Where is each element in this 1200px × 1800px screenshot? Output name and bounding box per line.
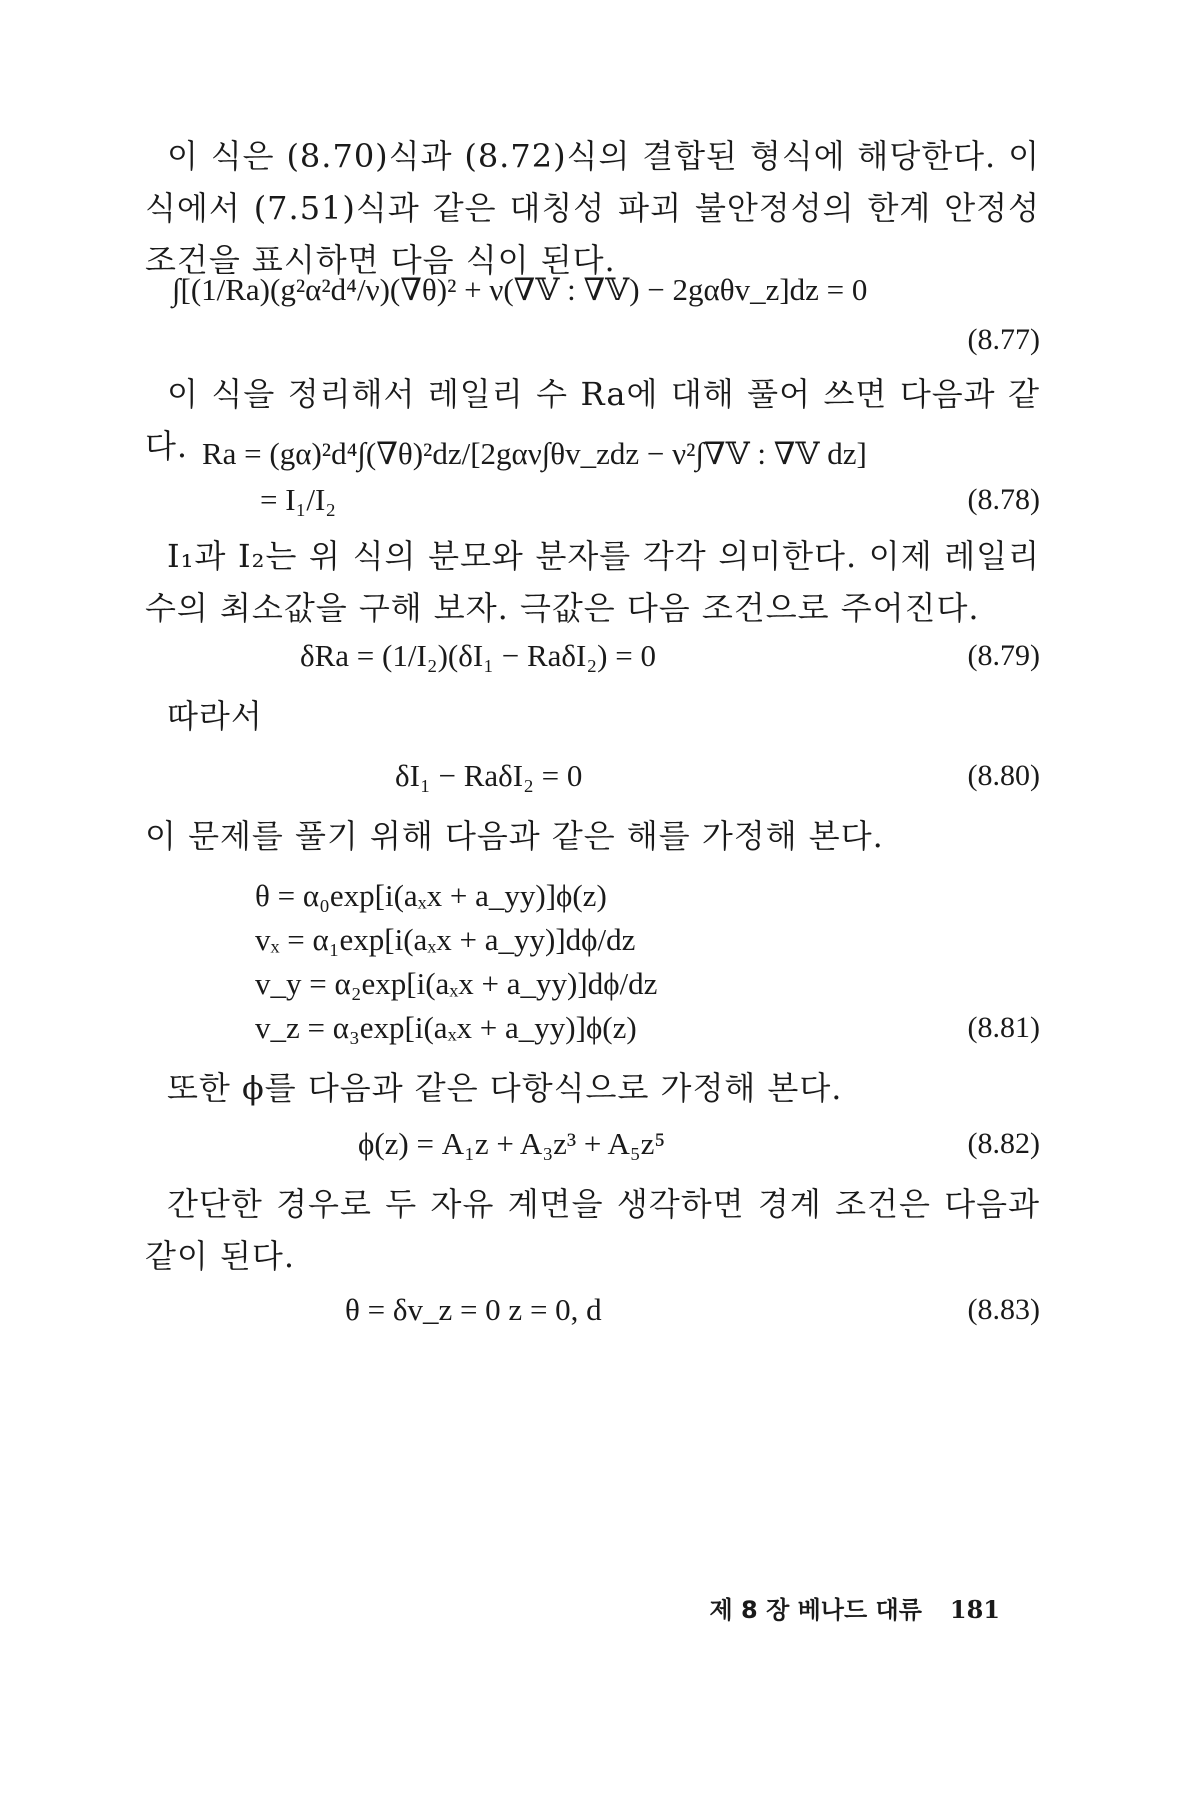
equation-number-8-81: (8.81) [967, 1011, 1040, 1044]
equation-8-78-line1: Ra = (gα)²d⁴∫(∇θ)²dz/[2gαν∫θv_zdz − ν²∫∇𝕍 : ∇𝕍 dz] [202, 436, 867, 471]
paragraph-minimum: I₁과 I₂는 위 식의 분모와 분자를 각각 의미한다. 이제 레일리 수의 최소값을 구해 보자. 극값은 다음 조건으로 주어진다. [145, 537, 1052, 627]
equation-number-8-82: (8.82) [967, 1127, 1040, 1160]
equation-8-81-line1: θ = α₀exp[i(aₓx + a_yy)]ϕ(z) [255, 878, 607, 913]
equation-8-81-line3: v_y = α₂exp[i(aₓx + a_yy)]dϕ/dz [255, 966, 658, 1001]
paragraph-assume-solution: 이 문제를 풀기 위해 다음과 같은 해를 가정해 본다. [145, 817, 884, 855]
equation-8-82: ϕ(z) = A₁z + A₃z³ + A₅z⁵ [358, 1126, 666, 1161]
paragraph-polynomial: 또한 ϕ를 다음과 같은 다항식으로 가정해 본다. [167, 1069, 843, 1107]
paragraph-intro: 이 식은 (8.70)식과 (8.72)식의 결합된 형식에 해당한다. 이 식에서 (7.51)식과 같은 대칭성 파괴 불안정성의 한계 안정성 조건을 표시하면 다음 식이 된다. [145, 137, 1052, 279]
page-number: 181 [949, 1595, 1000, 1624]
equation-8-81-line2: vₓ = α₁exp[i(aₓx + a_yy)]dϕ/dz [255, 922, 636, 957]
equation-8-81-line4: v_z = α₃exp[i(aₓx + a_yy)]ϕ(z) [255, 1010, 637, 1045]
equation-number-8-78: (8.78) [967, 483, 1040, 516]
equation-8-78-line2: = I₁/I₂ [260, 482, 337, 517]
paragraph-boundary: 간단한 경우로 두 자유 계면을 생각하면 경계 조건은 다음과 같이 된다. [145, 1185, 1052, 1275]
equation-number-8-77: (8.77) [967, 323, 1040, 356]
equation-8-79: δRa = (1/I₂)(δI₁ − RaδI₂) = 0 [300, 638, 656, 673]
paragraph-therefore: 따라서 [167, 697, 263, 735]
equation-number-8-83: (8.83) [967, 1293, 1040, 1326]
chapter-title: 제 8 장 베나드 대류 [709, 1596, 922, 1624]
equation-8-80: δI₁ − RaδI₂ = 0 [395, 758, 583, 793]
paragraph-solve-ra: 이 식을 정리해서 레일리 수 Ra에 대해 풀어 쓰면 다음과 같다. [145, 375, 1040, 465]
equation-8-83: θ = δv_z = 0 z = 0, d [345, 1292, 602, 1327]
equation-8-77: ∫[(1/Ra)(g²α²d⁴/ν)(∇θ)² + ν(∇𝕍 : ∇𝕍) − 2gαθv_z]dz = 0 [172, 272, 868, 307]
equation-number-8-80: (8.80) [967, 759, 1040, 792]
equation-number-8-79: (8.79) [967, 639, 1040, 672]
page-footer [709, 1590, 1000, 1625]
